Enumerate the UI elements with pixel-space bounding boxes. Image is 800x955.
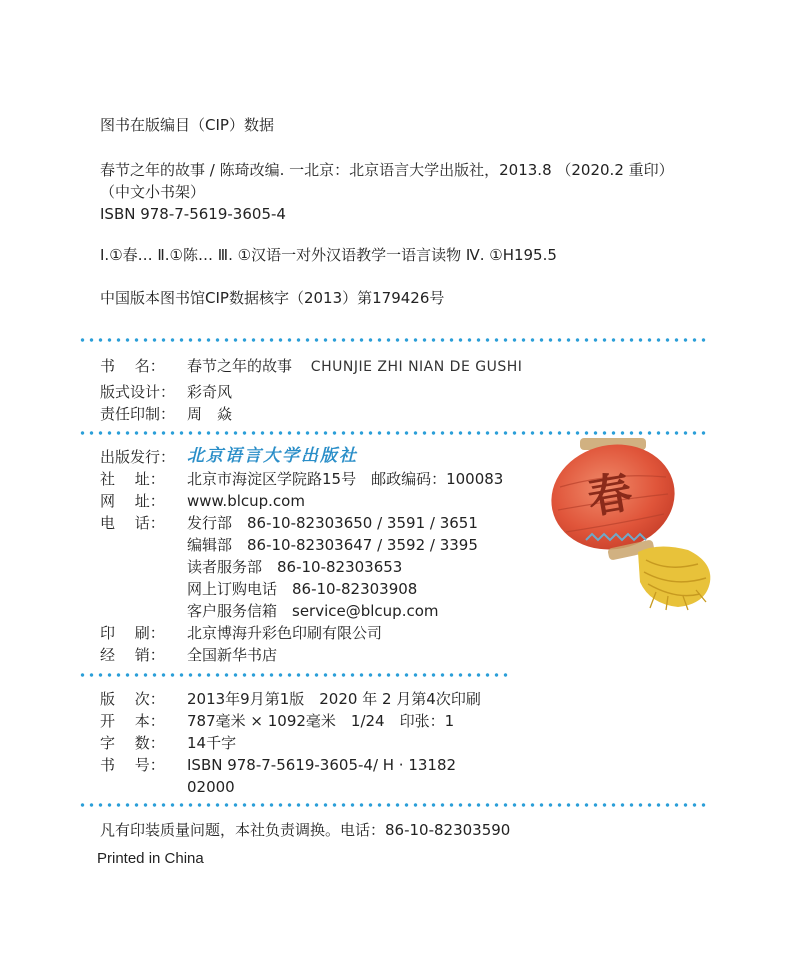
design-value: 彩奇风: [187, 383, 233, 401]
customer-service-email: 客户服务信箱 service@blcup.com: [187, 602, 439, 620]
print-responsible-label: 责任印制：: [100, 405, 176, 423]
printer-value: 北京博海升彩色印刷有限公司: [187, 624, 383, 642]
title-value: [187, 356, 522, 377]
red-lantern-illustration: [538, 432, 718, 612]
book-number-extra: 02000: [187, 778, 235, 796]
phone-editorial: 编辑部 86-10-82303647 / 3592 / 3395: [187, 536, 478, 554]
book-title-pinyin: CHUNJIE ZHI NIAN DE GUSHI: [310, 359, 523, 375]
title-label: 书 名：: [100, 357, 165, 375]
website-label: 网 址：: [100, 492, 165, 510]
format-value: 787毫米 × 1092毫米 1/24 印张：1: [187, 712, 455, 730]
distributor-label: 经 销：: [100, 646, 165, 664]
cip-classification: Ⅰ.①春… Ⅱ.①陈… Ⅲ. ①汉语一对外汉语教学一语言读物 Ⅳ. ①H195.5: [100, 246, 557, 264]
edition-label: 版 次：: [100, 690, 165, 708]
publisher-label: 出版发行：: [100, 448, 176, 466]
phone-online-order: 网上订购电话 86-10-82303908: [187, 580, 418, 598]
book-number-value: ISBN 978-7-5619-3605-4/ H · 13182: [187, 756, 457, 774]
phone-reader-service: 读者服务部 86-10-82303653: [187, 558, 403, 576]
print-responsible-value: 周 焱: [187, 405, 233, 423]
phone-sales: 发行部 86-10-82303650 / 3591 / 3651: [187, 514, 478, 532]
dotted-divider: [78, 338, 710, 342]
address-value: 北京市海淀区学院路15号 邮政编码：100083: [187, 470, 504, 488]
cip-series: （中文小书架）: [100, 183, 206, 201]
cip-record-number: 中国版本图书馆CIP数据核字（2013）第179426号: [100, 289, 445, 307]
address-label: 社 址：: [100, 470, 165, 488]
cip-line-1: 春节之年的故事 / 陈琦改编. 一北京：北京语言大学出版社，2013.8 （2020.2 重印）: [100, 161, 674, 179]
word-count-value: 14千字: [187, 734, 237, 752]
format-label: 开 本：: [100, 712, 165, 730]
word-count-label: 字 数：: [100, 734, 165, 752]
lantern-character: 春: [583, 466, 637, 525]
publisher-logo-name: 北京语言大学出版社: [187, 446, 358, 466]
dotted-divider: [78, 673, 508, 677]
printed-in: Printed in China: [97, 850, 204, 867]
cip-isbn: ISBN 978-7-5619-3605-4: [100, 205, 286, 223]
cip-heading: 图书在版编目（CIP）数据: [100, 116, 274, 134]
dotted-divider: [78, 803, 710, 807]
book-title: 春节之年的故事: [187, 357, 293, 375]
design-label: 版式设计：: [100, 383, 176, 401]
printer-label: 印 刷：: [100, 624, 165, 642]
tassel-icon: [638, 546, 710, 610]
website-value: www.blcup.com: [187, 492, 305, 510]
quality-notice: 凡有印装质量问题，本社负责调换。电话：86-10-82303590: [100, 821, 511, 839]
distributor-value: 全国新华书店: [187, 646, 278, 664]
book-number-label: 书 号：: [100, 756, 165, 774]
edition-value: 2013年9月第1版 2020 年 2 月第4次印刷: [187, 690, 481, 708]
phone-label: 电 话：: [100, 514, 165, 532]
